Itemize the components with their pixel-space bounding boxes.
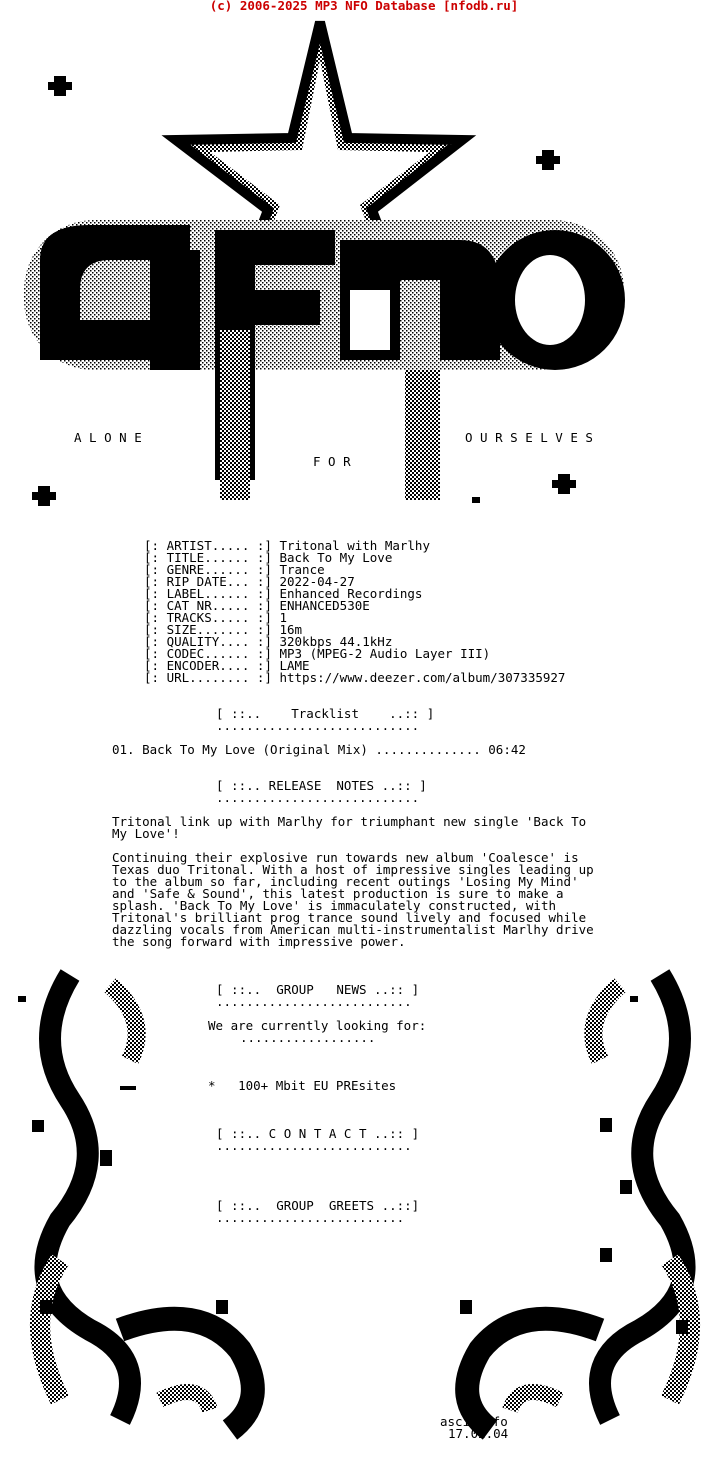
logo-word-right: O U R S E L V E S bbox=[465, 430, 593, 445]
track-row: 01. Back To My Love (Original Mix) .............. 06:42 bbox=[112, 742, 526, 757]
release-notes-underline: ........................... bbox=[216, 790, 420, 805]
looking-for-underline: .................. bbox=[240, 1030, 376, 1045]
tracklist-header: [ ::.. Tracklist ..:: ] bbox=[216, 706, 435, 721]
right-vine-ornament bbox=[460, 975, 690, 1430]
footer-art-credit: ascii.afo bbox=[440, 1414, 508, 1429]
logo-word-middle: F O R bbox=[313, 454, 351, 469]
info-row-encoder: [: ENCODER.... :] LAME bbox=[144, 658, 310, 673]
info-row-genre: [: GENRE...... :] Trance bbox=[144, 562, 325, 577]
info-row-tracks: [: TRACKS..... :] 1 bbox=[144, 610, 287, 625]
info-row-quality: [: QUALITY.... :] 320kbps 44.1kHz bbox=[144, 634, 393, 649]
greets-header: [ ::.. GROUP GREETS ..::] bbox=[216, 1198, 420, 1213]
looking-for-text: We are currently looking for: bbox=[208, 1018, 427, 1033]
footer-date: 17.02.04 bbox=[448, 1426, 509, 1441]
contact-underline: .......................... bbox=[216, 1138, 412, 1153]
info-row-title: [: TITLE...... :] Back To My Love bbox=[144, 550, 393, 565]
tracklist-underline: ........................... bbox=[216, 718, 420, 733]
info-row-label: [: LABEL...... :] Enhanced Recordings bbox=[144, 586, 423, 601]
info-row-url[interactable]: [: URL........ :] https://www.deezer.com/album/307335927 bbox=[144, 670, 566, 685]
release-info bbox=[144, 540, 565, 684]
info-row-rip-date: [: RIP DATE... :] 2022-04-27 bbox=[144, 574, 355, 589]
group-news-underline: .......................... bbox=[216, 994, 412, 1009]
info-row-codec: [: CODEC...... :] MP3 (MPEG-2 Audio Layer III) bbox=[144, 646, 491, 661]
contact-header: [ ::.. C O N T A C T ..:: ] bbox=[216, 1126, 420, 1141]
info-row-size: [: SIZE....... :] 16m bbox=[144, 622, 303, 637]
release-notes-paragraph-2: Continuing their explosive run towards new album 'Coalesce' is Texas duo Tritonal. With a host of impressive singles leading up to the album so far, including recent outings 'Losing My Mind' and 'Safe & Sound', this latest production is sure to make a splash. 'Back To My Love' is immaculately constructed, with Tritonal's brilliant prog trance sound lively and focused while dazzling vocals from American multi-instrumentalist Marlhy drive the song forward with impressive power. bbox=[112, 850, 594, 949]
release-notes-header: [ ::.. RELEASE NOTES ..:: ] bbox=[216, 778, 427, 793]
info-row-artist: [: ARTIST..... :] Tritonal with Marlhy bbox=[144, 538, 430, 553]
release-notes-paragraph-1: Tritonal link up with Marlhy for triumphant new single 'Back To My Love'! bbox=[112, 814, 587, 841]
greets-underline: ......................... bbox=[216, 1210, 405, 1225]
logo-word-left: A L O N E bbox=[74, 430, 142, 445]
group-news-header: [ ::.. GROUP NEWS ..:: ] bbox=[216, 982, 420, 997]
url-link[interactable]: https://www.deezer.com/album/307335927 bbox=[279, 670, 566, 685]
info-row-cat-nr: [: CAT NR..... :] ENHANCED530E bbox=[144, 598, 370, 613]
copyright-banner: (c) 2006-2025 MP3 NFO Database [nfodb.ru] bbox=[209, 0, 519, 13]
wanted-item: * 100+ Mbit EU PREsites bbox=[208, 1078, 397, 1093]
